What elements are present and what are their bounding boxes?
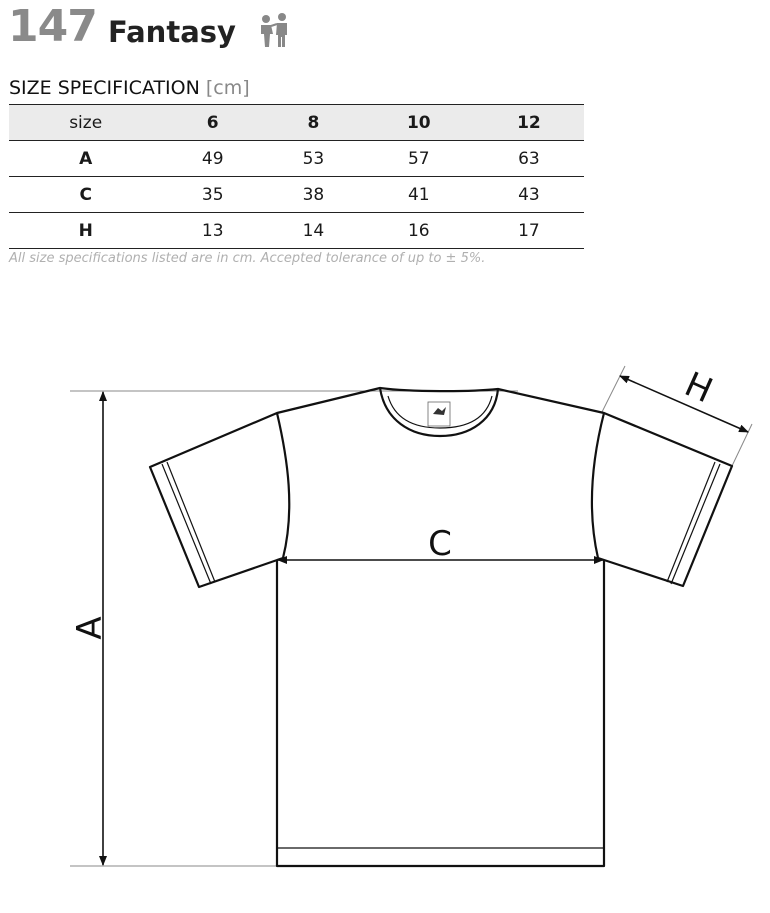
neck-label bbox=[428, 402, 450, 426]
row-label: A bbox=[9, 141, 162, 177]
product-header bbox=[8, 0, 408, 60]
column-header: 10 bbox=[364, 105, 474, 141]
table-cell: 53 bbox=[263, 141, 364, 177]
table-cell: 38 bbox=[263, 177, 364, 213]
table-cell: 57 bbox=[364, 141, 474, 177]
column-header: 12 bbox=[474, 105, 584, 141]
row-label: C bbox=[9, 177, 162, 213]
tshirt-diagram bbox=[0, 330, 770, 913]
tolerance-note: All size specifications listed are in cm. Accepted tolerance of up to ± 5%. bbox=[9, 251, 486, 266]
table-header-row bbox=[9, 105, 584, 141]
spec-unit: [cm] bbox=[205, 77, 250, 99]
table-cell: 49 bbox=[162, 141, 263, 177]
row-label: H bbox=[9, 213, 162, 249]
product-code: 147 bbox=[8, 1, 97, 52]
column-header: size bbox=[9, 105, 162, 141]
h-reference-line-right bbox=[732, 424, 752, 466]
h-reference-line-left bbox=[602, 366, 625, 412]
table-cell: 13 bbox=[162, 213, 263, 249]
table-cell: 63 bbox=[474, 141, 584, 177]
product-name: Fantasy bbox=[108, 15, 236, 49]
table-cell: 17 bbox=[474, 213, 584, 249]
table-cell: 16 bbox=[364, 213, 474, 249]
table-cell: 35 bbox=[162, 177, 263, 213]
column-header: 8 bbox=[263, 105, 364, 141]
table-row bbox=[9, 177, 584, 213]
dimension-a-label: A bbox=[70, 616, 110, 640]
dimension-h-arrow bbox=[620, 376, 748, 432]
tshirt-outline bbox=[150, 388, 732, 866]
column-header: 6 bbox=[162, 105, 263, 141]
dimension-c-label: C bbox=[428, 524, 452, 564]
table-cell: 43 bbox=[474, 177, 584, 213]
spec-title-text: SIZE SPECIFICATION bbox=[9, 77, 200, 99]
table-row bbox=[9, 213, 584, 249]
size-table bbox=[9, 104, 584, 249]
spec-title bbox=[9, 76, 250, 100]
tshirt-hem-lines bbox=[162, 462, 720, 848]
table-cell: 14 bbox=[263, 213, 364, 249]
table-row bbox=[9, 141, 584, 177]
dimension-h-label: H bbox=[678, 364, 719, 412]
table-cell: 41 bbox=[364, 177, 474, 213]
kids-icon bbox=[255, 12, 291, 48]
